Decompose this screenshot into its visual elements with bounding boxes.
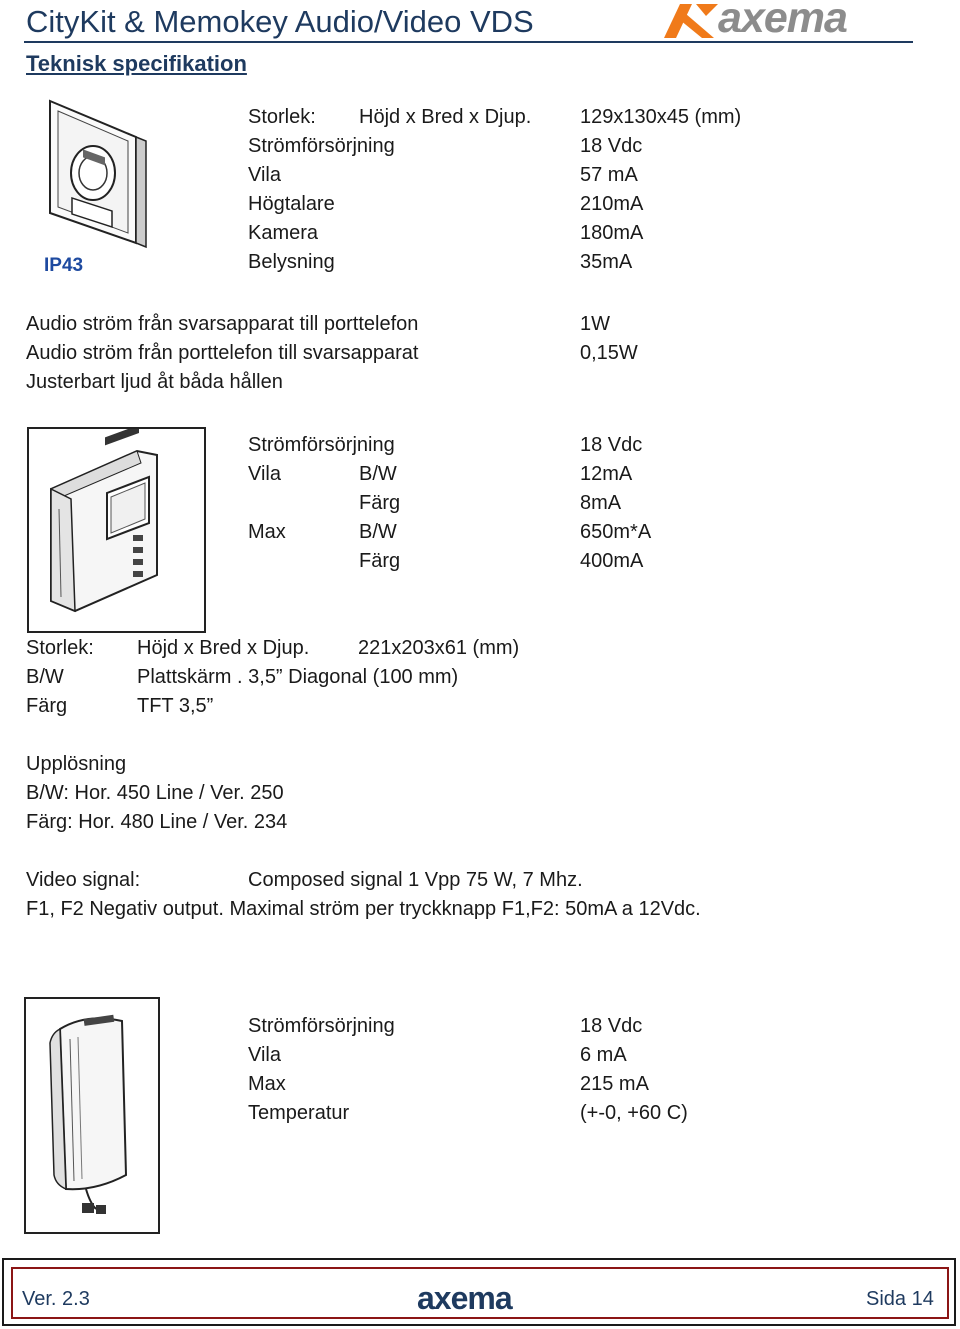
size-desc: Plattskärm . 3,5” Diagonal (100 mm)	[137, 666, 459, 688]
size-label: Färg	[26, 695, 68, 717]
spec-label: Strömförsörjning	[248, 1015, 395, 1037]
resolution-color: Färg: Hor. 480 Line / Ver. 234	[26, 811, 288, 833]
handset-image-frame	[24, 997, 160, 1234]
svg-text:IP43: IP43	[44, 255, 84, 276]
document-title: CityKit & Memokey Audio/Video VDS	[26, 4, 534, 39]
monitor-image	[29, 429, 204, 631]
audio-label: Justerbart ljud åt båda hållen	[26, 371, 283, 393]
f-output-note: F1, F2 Negativ output. Maximal ström per tryckknapp F1,F2: 50mA a 12Vdc.	[26, 898, 701, 920]
video-signal-label: Video signal:	[26, 869, 141, 891]
spec-value: 8mA	[580, 492, 622, 514]
spec-label: Vila	[248, 164, 281, 186]
spec-sub: Färg	[359, 492, 401, 514]
axema-logo	[656, 0, 916, 42]
axema-logo-mark-icon	[656, 0, 726, 42]
spec-label: Strömförsörjning	[248, 135, 395, 157]
spec-value: 6 mA	[580, 1044, 627, 1066]
spec-value: 400mA	[580, 550, 644, 572]
spec-label: Vila	[248, 1044, 281, 1066]
spec-sub: Höjd x Bred x Djup.	[359, 106, 532, 128]
footer-page-number: Sida 14	[866, 1288, 934, 1310]
spec-label: Kamera	[248, 222, 319, 244]
size-label: Storlek:	[26, 637, 94, 659]
footer-version: Ver. 2.3	[22, 1288, 90, 1310]
spec-label: Strömförsörjning	[248, 434, 395, 456]
logo-wordmark: axema	[718, 0, 847, 42]
spec-value: 129x130x45 (mm)	[580, 106, 742, 128]
spec-sub: B/W	[359, 521, 397, 543]
spec-sub: B/W	[359, 463, 397, 485]
spec-sub: Färg	[359, 550, 401, 572]
door-panel-image	[38, 97, 153, 277]
spec-label: Max	[248, 1073, 286, 1095]
spec-value: 35mA	[580, 251, 633, 273]
spec-value: 57 mA	[580, 164, 638, 186]
spec-value: 18 Vdc	[580, 1015, 643, 1037]
footer-logo: axema	[417, 1280, 512, 1316]
spec-value: 650m*A	[580, 521, 652, 543]
video-signal-value: Composed signal 1 Vpp 75 W, 7 Mhz.	[248, 869, 583, 891]
spec-label: Max	[248, 521, 286, 543]
size-value: 221x203x61 (mm)	[358, 637, 520, 659]
spec-label: Vila	[248, 463, 281, 485]
spec-label: Temperatur	[248, 1102, 350, 1124]
size-desc: Höjd x Bred x Djup.	[137, 637, 310, 659]
resolution-bw: B/W: Hor. 450 Line / Ver. 250	[26, 782, 284, 804]
size-desc: TFT 3,5”	[137, 695, 214, 717]
spec-label: Storlek:	[248, 106, 316, 128]
resolution-title: Upplösning	[26, 753, 127, 775]
spec-label: Belysning	[248, 251, 335, 273]
size-label: B/W	[26, 666, 64, 688]
spec-value: 180mA	[580, 222, 644, 244]
audio-value: 1W	[580, 313, 610, 335]
audio-label: Audio ström från porttelefon till svarsapparat	[26, 342, 419, 364]
spec-value: 210mA	[580, 193, 644, 215]
audio-label: Audio ström från svarsapparat till porttelefon	[26, 313, 419, 335]
spec-value: 12mA	[580, 463, 633, 485]
handset-image	[26, 999, 158, 1232]
audio-value: 0,15W	[580, 342, 638, 364]
spec-value: 215 mA	[580, 1073, 649, 1095]
spec-value: 18 Vdc	[580, 135, 643, 157]
section-title: Teknisk specifikation	[26, 51, 247, 76]
spec-value: (+-0, +60 C)	[580, 1102, 688, 1124]
ip43-badge	[44, 255, 83, 276]
spec-label: Högtalare	[248, 193, 335, 215]
spec-value: 18 Vdc	[580, 434, 643, 456]
monitor-image-frame	[27, 427, 206, 633]
